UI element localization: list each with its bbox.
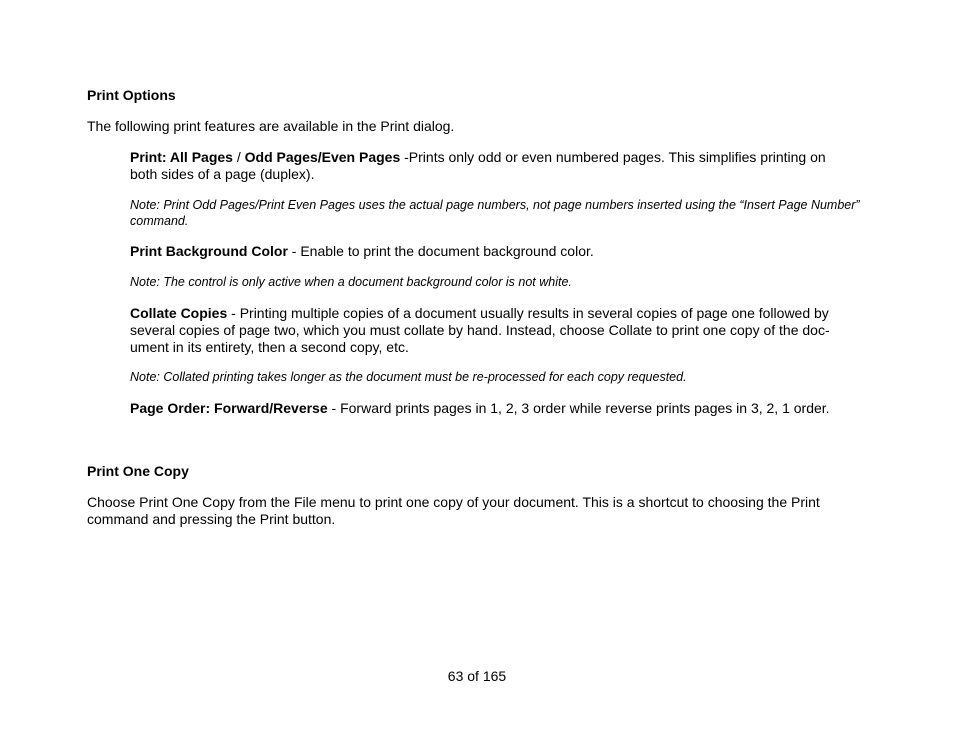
option-print-pages-text: -Prints only odd or even numbered pages. This simplifies printing on both sides of a page (duplex).	[130, 149, 826, 182]
option-print-pages-label-b: Odd Pages/Even Pages	[244, 149, 401, 165]
option-print-pages-separator: /	[232, 149, 245, 165]
option-background-color	[130, 243, 855, 260]
heading-print-options: Print Options	[87, 87, 176, 103]
option-background-color-label: Print Background Color	[130, 243, 288, 259]
option-print-pages-label-a: Print: All Pages	[130, 149, 233, 165]
option-page-order-text: - Forward prints pages in 1, 2, 3 order while reverse prints pages in 3, 2, 1 order.	[327, 400, 830, 416]
note-odd-even-pages: Note: Print Odd Pages/Print Even Pages uses the actual page numbers, not page numbers inserted using the “Insert Page Number” command.	[130, 198, 860, 228]
option-page-order-label: Page Order: Forward/Reverse	[130, 400, 328, 416]
option-print-pages	[130, 149, 855, 183]
heading-print-one-copy: Print One Copy	[87, 463, 189, 479]
option-page-order	[130, 400, 870, 417]
option-collate-copies	[130, 305, 855, 356]
option-collate-copies-label: Collate Copies	[130, 305, 228, 321]
option-collate-copies-text: - Printing multiple copies of a document usually results in several copies of page one followed by several copies of page two, which you must collate by hand. Instead, choose Collate to print one copy of the doc-ument in its entirety, then a second copy, etc.	[130, 305, 830, 355]
note-background-color: Note: The control is only active when a document background color is not white.	[130, 275, 572, 289]
option-background-color-text: - Enable to print the document background color.	[287, 243, 594, 259]
page-number: 63 of 165	[447, 668, 507, 684]
print-options-intro: The following print features are available in the Print dialog.	[87, 118, 455, 134]
print-one-copy-body: Choose Print One Copy from the File menu to print one copy of your document. This is a shortcut to choosing the Print command and pressing the Print button.	[87, 494, 820, 527]
note-collate-copies: Note: Collated printing takes longer as the document must be re-processed for each copy requested.	[130, 370, 687, 384]
